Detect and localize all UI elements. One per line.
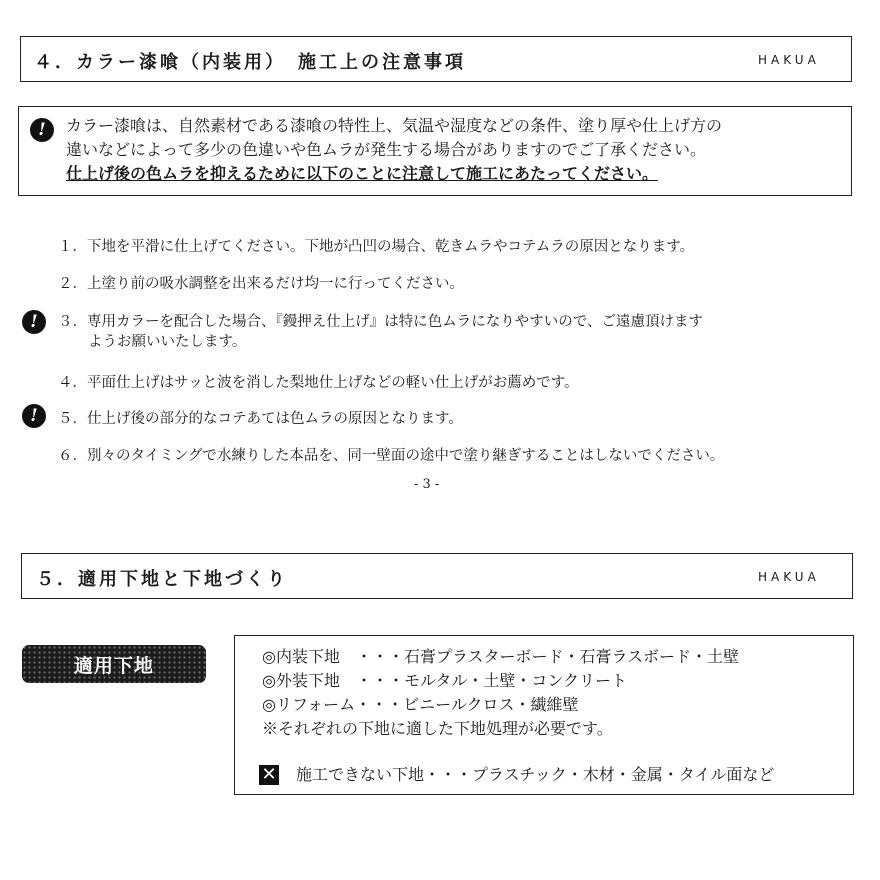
notice-line-2: 違いなどによって多少の色違いや色ムラが発生する場合がありますのでご了承ください。 [66,140,707,159]
exclamation-icon: ! [30,118,54,142]
page-number: - 3 - [414,477,440,492]
notice-line-3: 仕上げ後の色ムラを抑えるために以下のことに注意して施工にあたってください。 [66,164,659,183]
list-item: ２．上塗り前の吸水調整を出来るだけ均一に行ってください。 [58,276,464,292]
not-applicable-line: 施工できない下地・・・プラスチック・木材・金属・タイル面など [296,765,775,784]
section4-brand: HAKUA [758,53,820,67]
section5-title: ５．適用下地と下地づくり [36,569,288,590]
substrate-line: ◎内装下地 ・・・石膏プラスターボード・石膏ラスボード・土壁 [262,647,740,666]
list-item: ５．仕上げ後の部分的なコテあては色ムラの原因となります。 [58,411,463,427]
exclamation-icon: ! [22,404,46,428]
section5-brand: HAKUA [758,570,820,584]
section4-title: ４．カラー漆喰（内装用） 施工上の注意事項 [34,52,466,73]
notice-line-1: カラー漆喰は、自然素材である漆喰の特性上、気温や湿度などの条件、塗り厚や仕上げ方の [66,116,723,135]
substrate-line: ◎外装下地 ・・・モルタル・土壁・コンクリート [262,671,628,690]
list-item: ６．別々のタイミングで水練りした本品を、同一壁面の途中で塗り継ぎすることはしないでください。 [58,448,725,464]
list-item: ３．専用カラーを配合した場合、『鏝押え仕上げ』は特に色ムラになりやすいので、ご遠慮頂けます ようお願いいたします。 [58,314,703,350]
substrate-line: ◎リフォーム・・・ビニールクロス・繊維壁 [262,695,579,714]
exclamation-icon: ! [22,310,46,334]
substrate-badge: 適用下地 [22,645,206,683]
substrate-note: ※それぞれの下地に適した下地処理が必要です。 [262,719,613,738]
list-item: １．下地を平滑に仕上げてください。下地が凸凹の場合、乾きムラやコテムラの原因となります。 [58,239,695,255]
list-item: ４．平面仕上げはサッと波を消した梨地仕上げなどの軽い仕上げがお薦めです。 [58,375,579,391]
cross-box-icon: ✕ [259,765,279,785]
